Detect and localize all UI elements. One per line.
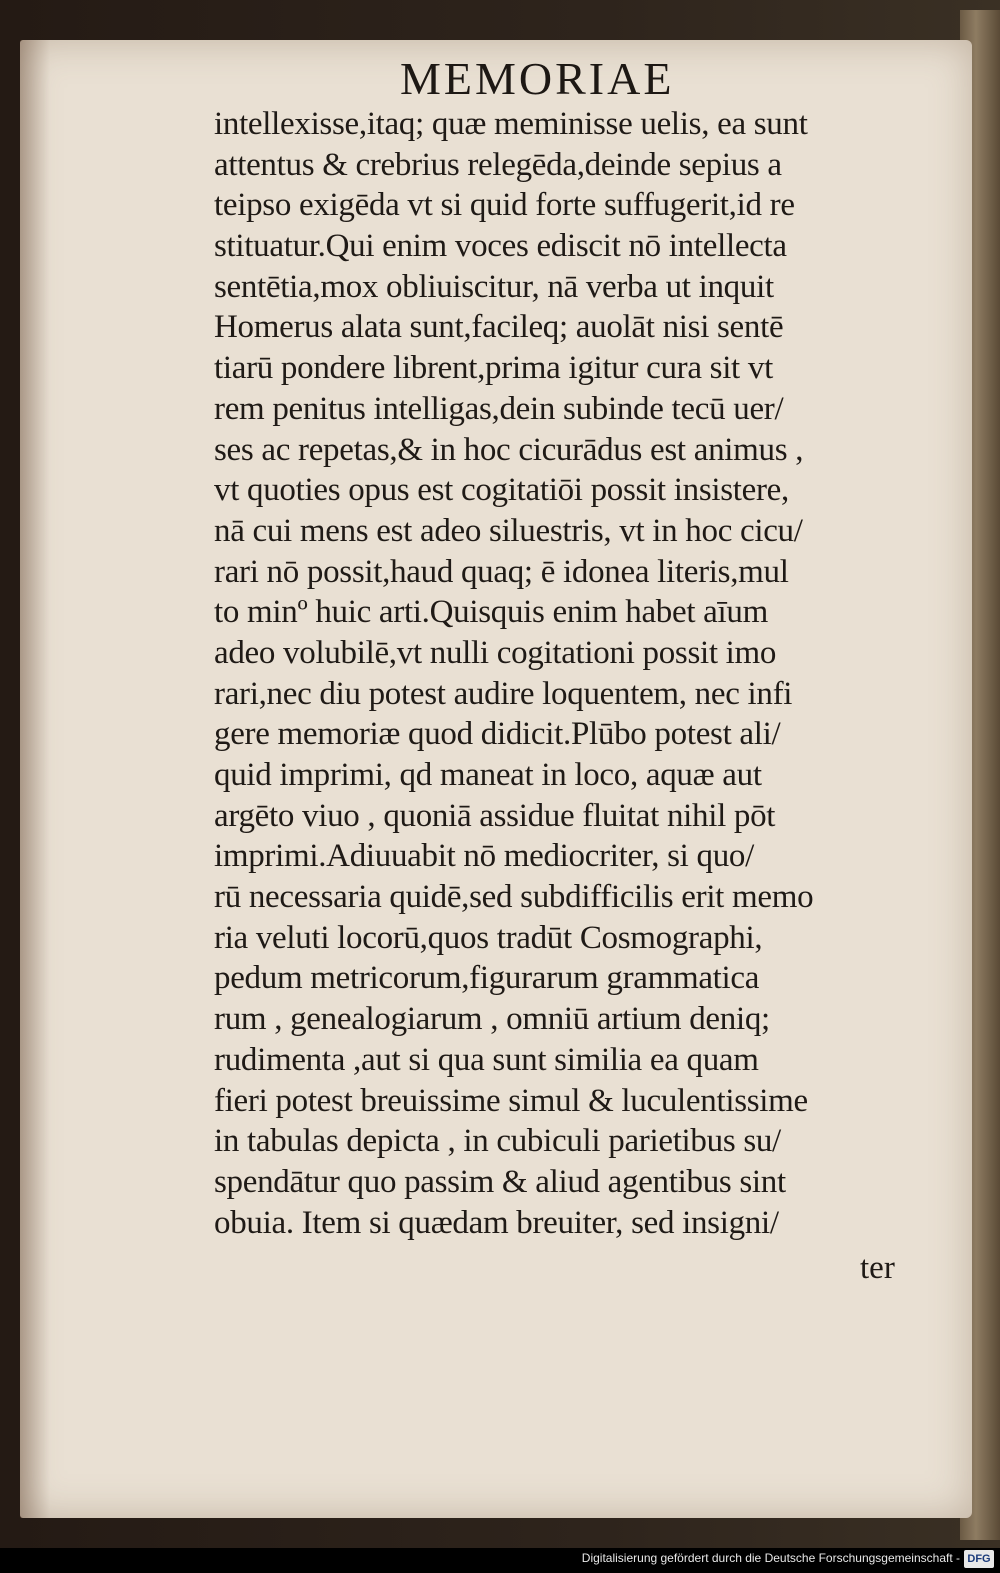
text-line: argēto viuo , quoniā assidue fluitat nihil pōt	[214, 797, 776, 834]
text-line: in tabulas depicta , in cubiculi parietibus su/	[214, 1123, 781, 1160]
text-line: to minº huic arti.Quisquis enim habet aīum	[214, 594, 768, 631]
text-line: rari nō possit,haud quaq; ē idonea literis,mul	[214, 553, 789, 590]
text-line: gere memoriæ quod didicit.Plūbo potest ali/	[214, 716, 781, 753]
text-line: spendātur quo passim & aliud agentibus sint	[214, 1163, 786, 1200]
text-line: teipso exigēda vt si quid forte suffugerit,id re	[214, 187, 795, 224]
text-line: sentētia,mox obliuiscitur, nā verba ut inquit	[214, 268, 774, 305]
text-line: vt quoties opus est cogitatiōi possit insistere,	[214, 472, 789, 509]
gutter-shadow	[20, 40, 50, 1518]
text-line: rem penitus intelligas,dein subinde tecū uer/	[214, 390, 784, 427]
text-line: stituatur.Qui enim voces ediscit nō intellecta	[214, 228, 787, 265]
text-line: intellexisse,itaq; quæ meminisse uelis, ea sunt	[214, 106, 808, 142]
text-line: rari,nec diu potest audire loquentem, nec infi	[214, 675, 793, 712]
catchword: ter	[860, 1250, 895, 1286]
text-line: tiarū pondere librent,prima igitur cura sit vt	[214, 350, 773, 387]
text-line: pedum metricorum,figurarum grammatica	[214, 960, 760, 997]
dfg-logo-icon: DFG	[964, 1550, 994, 1568]
text-line: obuia. Item si quædam breuiter, sed insigni/	[214, 1204, 779, 1241]
text-line: ria veluti locorū,quos tradūt Cosmographi,	[214, 919, 763, 956]
text-line: attentus & crebrius relegēda,deinde sepius a	[214, 146, 782, 183]
text-line: adeo volubilē,vt nulli cogitationi possit imo	[214, 634, 777, 671]
text-line: rum , genealogiarum , omniū artium deniq;	[214, 1001, 770, 1038]
running-head: MEMORIAE	[400, 53, 675, 104]
text-block	[214, 104, 924, 1243]
text-line: ses ac repetas,& in hoc cicurādus est animus ,	[214, 431, 804, 468]
text-line: quid imprimi, qd maneat in loco, aquæ aut	[214, 757, 762, 793]
text-line: rū necessaria quidē,sed subdifficilis erit memo	[214, 879, 814, 916]
text-line: imprimi.Adiuuabit nō mediocriter, si quo/	[214, 838, 754, 875]
funding-credit: Digitalisierung gefördert durch die Deutsche Forschungsgemeinschaft -	[581, 1551, 960, 1565]
text-line: fieri potest breuissime simul & luculentissime	[214, 1082, 808, 1119]
text-line: nā cui mens est adeo siluestris, vt in hoc cicu/	[214, 512, 803, 549]
text-line: rudimenta ,aut si qua sunt similia ea quam	[214, 1041, 759, 1078]
text-line: Homerus alata sunt,facileq; auolāt nisi sentē	[214, 309, 784, 346]
